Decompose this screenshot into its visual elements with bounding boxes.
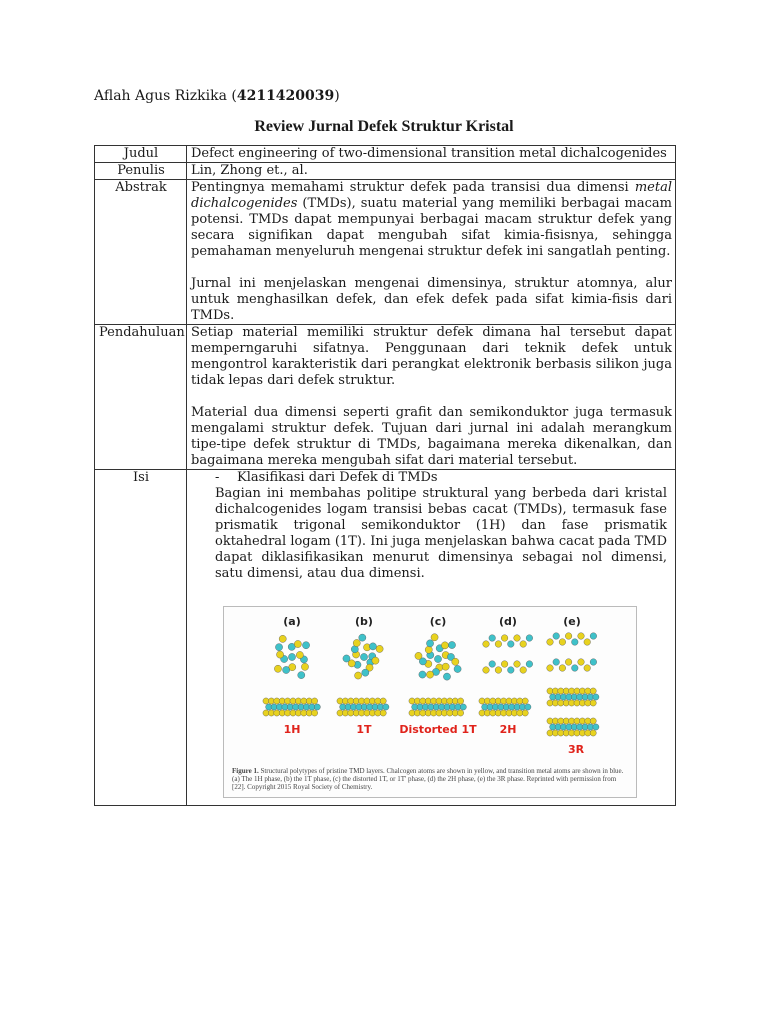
atom bbox=[294, 640, 301, 647]
phase-label: 3R bbox=[567, 743, 585, 756]
row-content-judul: Defect engineering of two-dimensional transition metal dichalcogenides bbox=[187, 146, 676, 163]
atom bbox=[312, 698, 318, 704]
atom bbox=[454, 665, 461, 672]
atom bbox=[301, 663, 308, 670]
panel-label: (e) bbox=[563, 615, 581, 628]
author-id: 4211420039 bbox=[236, 88, 335, 104]
atom bbox=[559, 665, 566, 672]
atom bbox=[483, 641, 490, 648]
table-row-penulis bbox=[95, 163, 676, 180]
abstrak-paragraph-2: Jurnal ini menjelaskan mengenai dimensinya, struktur atomnya, alur untuk menghasilkan defek, dan efek defek pada sifat kimia-fisis dari TMDs. bbox=[191, 276, 672, 323]
atom bbox=[584, 639, 591, 646]
atom bbox=[501, 661, 508, 668]
atom bbox=[419, 671, 426, 678]
atom bbox=[525, 704, 531, 710]
atom bbox=[553, 659, 560, 666]
atom bbox=[593, 724, 599, 730]
atom bbox=[514, 635, 521, 642]
atom bbox=[443, 673, 450, 680]
atom bbox=[489, 661, 496, 668]
atom bbox=[578, 633, 585, 640]
atom bbox=[276, 651, 283, 658]
atom bbox=[489, 635, 496, 642]
atom bbox=[448, 641, 455, 648]
atom bbox=[279, 635, 286, 642]
phase-label: Distorted 1T bbox=[399, 723, 477, 736]
author-close: ) bbox=[334, 88, 340, 104]
phase-label: 2H bbox=[499, 723, 517, 736]
atom bbox=[522, 698, 528, 704]
pendahuluan-paragraph-2: Material dua dimensi seperti grafit dan semikonduktor juga termasuk mengalami struktur defek. Tujuan dari jurnal ini adalah merangkum tipe-tipe defek struktur di TMDs, bagaimana mereka dikenalkan, dan bagaimana mereka mengubah sifat dari material tersebut. bbox=[191, 405, 672, 468]
atom bbox=[547, 639, 554, 646]
figure-caption bbox=[232, 767, 630, 791]
pendahuluan-paragraph-1: Setiap material memiliki struktur defek dimana hal tersebut dapat memperngaruhi sifatnya. Penggunaan dari teknik defek untuk mengontrol karakteristik dari perangkat elektronik berbasis silikon juga tidak lepas dari defek struktur. bbox=[191, 325, 672, 388]
atom bbox=[296, 651, 303, 658]
atom bbox=[369, 643, 376, 650]
table-row-abstrak bbox=[95, 180, 676, 325]
atom bbox=[514, 661, 521, 668]
bullet-dash: - bbox=[215, 470, 220, 485]
row-label-abstrak: Abstrak bbox=[95, 180, 187, 325]
atom bbox=[495, 641, 502, 648]
atom bbox=[441, 642, 448, 649]
atom bbox=[520, 641, 527, 648]
atom bbox=[559, 639, 566, 646]
panel-label: (b) bbox=[355, 615, 373, 628]
atom bbox=[353, 639, 360, 646]
atom bbox=[590, 659, 597, 666]
atom bbox=[425, 646, 432, 653]
atom bbox=[360, 653, 367, 660]
atom bbox=[426, 671, 433, 678]
phase-label: 1T bbox=[356, 723, 372, 736]
row-content-isi bbox=[187, 470, 676, 806]
panel-label: (c) bbox=[429, 615, 447, 628]
figure-crystal-structures bbox=[223, 606, 637, 798]
atom bbox=[593, 694, 599, 700]
document-title: Review Jurnal Defek Struktur Kristal bbox=[254, 118, 514, 135]
atom bbox=[553, 633, 560, 640]
author-line bbox=[94, 88, 340, 104]
atom bbox=[283, 666, 290, 673]
atom bbox=[501, 635, 508, 642]
atom bbox=[415, 652, 422, 659]
isi-bullet bbox=[191, 470, 672, 486]
atom bbox=[522, 710, 528, 716]
atom bbox=[590, 633, 597, 640]
atom bbox=[508, 667, 515, 674]
row-content-pendahuluan bbox=[187, 325, 676, 470]
abstrak-p1-start: Pentingnya memahami struktur defek pada transisi dua dimensi bbox=[191, 180, 635, 195]
isi-paragraph: Bagian ini membahas politipe struktural yang berbeda dari kristal dichalcogenides logam transisi bebas cacat (TMDs), termasuk fase prismatik trigonal semikonduktor (1H) dan fase prismatik oktahedral logam (1T). Ini juga menjelaskan bahwa cacat pada TMD dapat diklasifikasikan menurut dimensinya sebagai nol dimensi, satu dimensi, atau dua dimensi. bbox=[215, 486, 667, 581]
atom bbox=[572, 639, 579, 646]
row-label-penulis: Penulis bbox=[95, 163, 187, 180]
atom bbox=[431, 634, 438, 641]
atom bbox=[578, 659, 585, 666]
figure-illustration bbox=[224, 607, 636, 767]
atom bbox=[590, 688, 596, 694]
atom bbox=[275, 644, 282, 651]
panel-label: (d) bbox=[499, 615, 517, 628]
atom bbox=[520, 667, 527, 674]
figure-caption-text: Structural polytypes of pristine TMD layers. Chalcogen atoms are shown in yellow, and transition metal atoms are shown in blue. (a) The 1H phase, (b) the 1T phase, (c) the distorted 1T, or 1T' phase, (d) the 2H phase, (e) the 3R phase. Reprinted with permission from [22]. Copyright 2015 Royal Society of Chemistry. bbox=[232, 767, 624, 791]
phase-label: 1H bbox=[283, 723, 301, 736]
atom bbox=[355, 672, 362, 679]
row-label-judul: Judul bbox=[95, 146, 187, 163]
atom bbox=[458, 698, 464, 704]
atom bbox=[460, 704, 466, 710]
row-content-abstrak bbox=[187, 180, 676, 325]
atom bbox=[343, 655, 350, 662]
atom bbox=[380, 698, 386, 704]
atom bbox=[590, 700, 596, 706]
table-row-pendahuluan bbox=[95, 325, 676, 470]
atom bbox=[288, 653, 295, 660]
atom bbox=[359, 634, 366, 641]
atom bbox=[362, 669, 369, 676]
atom bbox=[483, 667, 490, 674]
atom bbox=[380, 710, 386, 716]
atom bbox=[495, 667, 502, 674]
atom bbox=[274, 665, 281, 672]
row-label-pendahuluan: Pendahuluan bbox=[95, 325, 187, 470]
atom bbox=[298, 672, 305, 679]
atom bbox=[376, 645, 383, 652]
atom bbox=[584, 665, 591, 672]
panel-label: (a) bbox=[283, 615, 301, 628]
atom bbox=[452, 658, 459, 665]
abstrak-p1-end: (TMDs), suatu material yang memiliki berbagai macam potensi. TMDs dapat mempunyai berbagai macam struktur defek yang secara signifikan dapat mengubah sifat kimia-fisisnya, sehingga pemahaman menyeluruh mengenai struktur defek ini sangatlah penting. bbox=[191, 196, 672, 259]
atom bbox=[372, 657, 379, 664]
atom bbox=[434, 655, 441, 662]
atom bbox=[302, 642, 309, 649]
figure-caption-label: Figure 1. bbox=[232, 767, 259, 775]
row-label-isi: Isi bbox=[95, 470, 187, 806]
atom bbox=[565, 633, 572, 640]
abstrak-paragraph-1 bbox=[191, 180, 672, 260]
atom bbox=[312, 710, 318, 716]
abstrak-p1-italic: metal dichalcogenides bbox=[191, 180, 672, 211]
atom bbox=[572, 665, 579, 672]
table-row-isi bbox=[95, 470, 676, 806]
atom bbox=[565, 659, 572, 666]
isi-bullet-text: Klasifikasi dari Defek di TMDs bbox=[237, 470, 438, 485]
author-name: Aflah Agus Rizkika ( bbox=[94, 88, 237, 104]
atom bbox=[590, 718, 596, 724]
atom bbox=[526, 661, 533, 668]
atom bbox=[526, 635, 533, 642]
atom bbox=[458, 710, 464, 716]
atom bbox=[442, 663, 449, 670]
review-table bbox=[94, 145, 676, 806]
atom bbox=[426, 640, 433, 647]
row-content-penulis: Lin, Zhong et., al. bbox=[187, 163, 676, 180]
atom bbox=[547, 665, 554, 672]
atom bbox=[314, 704, 320, 710]
table-row-judul bbox=[95, 146, 676, 163]
atom bbox=[590, 730, 596, 736]
atom bbox=[383, 704, 389, 710]
atom bbox=[508, 641, 515, 648]
